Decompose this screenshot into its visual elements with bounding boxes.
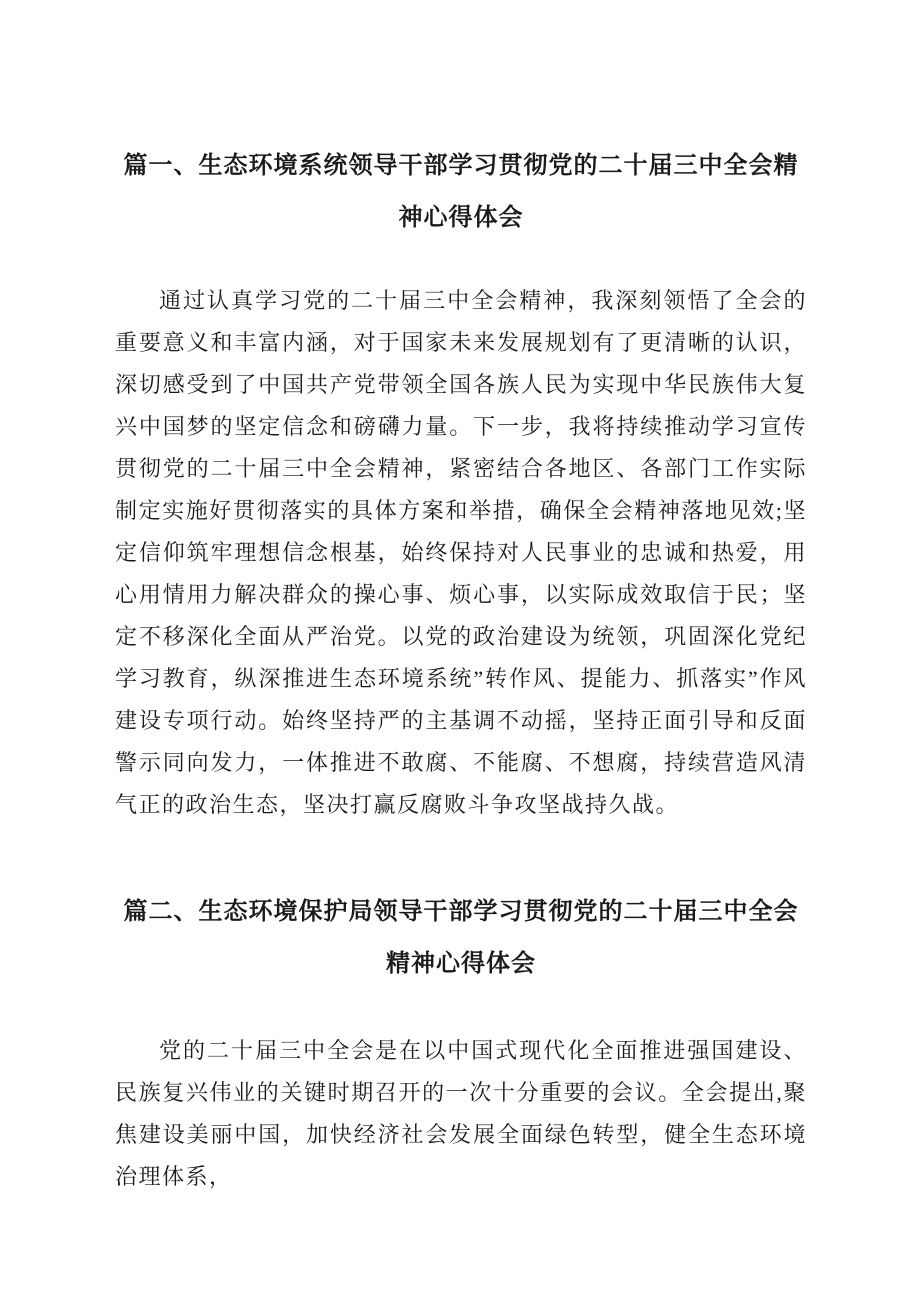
document-content [115, 140, 807, 1198]
section-1-heading: 篇一、生态环境系统领导干部学习贯彻党的二十届三中全会精神心得体会 [123, 152, 799, 231]
section-2-body-paragraph: 党的二十届三中全会是在以中国式现代化全面推进强国建设、民族复兴伟业的关键时期召开的一次十分重要的会议。全会提出,聚焦建设美丽中国，加快经济社会发展全面绿色转型，健全生态环境治理体系， [115, 1038, 807, 1189]
section-2-heading: 篇二、生态环境保护局领导干部学习贯彻党的二十届三中全会精神心得体会 [123, 898, 799, 977]
section-1-body-paragraph: 通过认真学习党的二十届三中全会精神，我深刻领悟了全会的重要意义和丰富内涵，对于国家未来发展规划有了更清晰的认识，深切感受到了中国共产党带领全国各族人民为实现中华民族伟大复兴中国梦的坚定信念和磅礴力量。下一步，我将持续推动学习宣传贯彻党的二十届三中全会精神，紧密结合各地区、各部门工作实际制定实施好贯彻落实的具体方案和举措，确保全会精神落地见效;坚定信仰筑牢理想信念根基，始终保持对人民事业的忠诚和热爱，用心用情用力解决群众的操心事、烦心事，以实际成效取信于民；坚定不移深化全面从严治党。以党的政治建设为统领，巩固深化党纪学习教育，纵深推进生态环境系统”转作风、提能力、抓落实”作风建设专项行动。始终坚持严的主基调不动摇，坚持正面引导和反面警示同向发力，一体推进不敢腐、不能腐、不想腐，持续营造风清气正的政治生态，坚决打赢反腐败斗争攻坚战持久战。 [115, 288, 807, 817]
